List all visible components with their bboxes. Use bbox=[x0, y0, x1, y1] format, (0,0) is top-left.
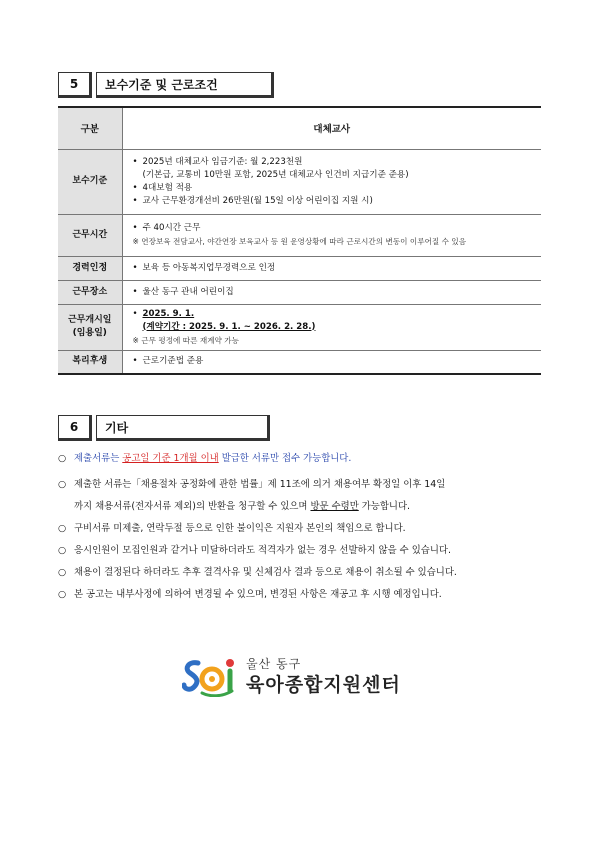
table-row bbox=[58, 350, 541, 374]
bullet-icon: • bbox=[132, 356, 138, 367]
table-row bbox=[58, 149, 541, 214]
list-item: ○ 제출한 서류는「채용절차 공정화에 관한 법률」제 11조에 의거 채용여부 확정일 이후 14일 까지 채용서류(전자서류 제외)의 반환을 청구할 수 있으며 방문 수령만 가능합니다. bbox=[58, 474, 548, 518]
section-title: 보수기준 및 근로조건 bbox=[96, 72, 274, 98]
row-content-welfare bbox=[122, 350, 541, 374]
section-number: 5 bbox=[58, 72, 92, 98]
list-item: ○ 구비서류 미제출, 연락두절 등으로 인한 불이익은 지원자 본인의 책임으로 합니다. bbox=[58, 518, 548, 540]
table-row bbox=[58, 280, 541, 304]
bullet-icon: • bbox=[132, 156, 138, 167]
circle-bullet-icon: ○ bbox=[58, 567, 67, 578]
row-label-location: 근무장소 bbox=[58, 280, 122, 304]
list-item: • 4대보험 적용 bbox=[132, 182, 193, 193]
table-header-row bbox=[58, 107, 541, 149]
row-label-pay: 보수기준 bbox=[58, 149, 122, 214]
list-item: • 울산 동구 관내 어린이집 bbox=[132, 286, 234, 297]
center-logo bbox=[182, 655, 401, 697]
list-item: • 근로기준법 준용 bbox=[132, 356, 204, 367]
table-header-category: 구분 bbox=[58, 107, 122, 149]
row-label-hours: 근무시간 bbox=[58, 214, 122, 256]
section-5-header bbox=[58, 72, 274, 98]
bullet-icon: • bbox=[132, 223, 138, 233]
logo-title: 육아종합지원센터 bbox=[246, 674, 401, 696]
section-number: 6 bbox=[58, 415, 92, 441]
notice-list bbox=[58, 448, 548, 606]
table-row bbox=[58, 304, 541, 350]
circle-bullet-icon: ○ bbox=[58, 523, 67, 534]
row-content-location bbox=[122, 280, 541, 304]
conditions-table bbox=[58, 106, 541, 375]
table-row bbox=[58, 214, 541, 256]
section-title: 기타 bbox=[96, 415, 270, 441]
list-item: • 2025. 9. 1. bbox=[132, 308, 195, 319]
highlight-text: 방문 수령만 bbox=[310, 501, 359, 512]
list-item: (계약기간 : 2025. 9. 1. ~ 2026. 2. 28.) bbox=[142, 321, 316, 332]
logo-subtitle: 울산 동구 bbox=[246, 657, 302, 671]
row-content-career bbox=[122, 256, 541, 280]
list-item: ○ 응시인원이 모집인원과 같거나 미달하더라도 적격자가 없는 경우 선발하지 않을 수 있습니다. bbox=[58, 540, 548, 562]
list-item: (기본급, 교통비 10만원 포함, 2025년 대체교사 인건비 지급기준 준용) bbox=[142, 169, 409, 180]
row-label-welfare: 복리후생 bbox=[58, 350, 122, 374]
bullet-icon: • bbox=[132, 195, 138, 206]
note-text: ※ 연장보육 전담교사, 야간연장 보육교사 등 원 운영상황에 따라 근로시간의 변동이 이루어질 수 있음 bbox=[132, 237, 467, 246]
list-item: ○ 채용이 결정된다 하더라도 추후 결격사유 및 신체검사 결과 등으로 채용이 취소될 수 있습니다. bbox=[58, 562, 548, 584]
list-item: • 주 40시간 근무 bbox=[132, 223, 201, 233]
list-item: • 보육 등 아동복지업무경력으로 인정 bbox=[132, 262, 276, 273]
row-content-start-date bbox=[122, 304, 541, 350]
logo-mark-icon bbox=[182, 655, 238, 697]
circle-bullet-icon: ○ bbox=[58, 545, 67, 556]
list-item: • 교사 근무환경개선비 26만원(월 15일 이상 어린이집 지원 시) bbox=[132, 195, 373, 206]
table-header-substitute: 대체교사 bbox=[122, 107, 541, 149]
circle-bullet-icon: ○ bbox=[58, 479, 67, 490]
row-label-start-date: 근무개시일 (임용일) bbox=[58, 304, 122, 350]
bullet-icon: • bbox=[132, 262, 138, 273]
highlight-text: 공고일 기준 1개월 이내 bbox=[122, 453, 219, 464]
row-content-hours bbox=[122, 214, 541, 256]
circle-bullet-icon: ○ bbox=[58, 453, 67, 464]
note-text: ※ 근무 평정에 따른 재계약 가능 bbox=[132, 335, 239, 345]
circle-bullet-icon: ○ bbox=[58, 589, 67, 600]
bullet-icon: • bbox=[132, 286, 138, 297]
table-row bbox=[58, 256, 541, 280]
bullet-icon: • bbox=[132, 182, 138, 193]
list-item: ○ 제출서류는 공고일 기준 1개월 이내 발급한 서류만 접수 가능합니다. bbox=[58, 448, 548, 470]
row-label-career: 경력인정 bbox=[58, 256, 122, 280]
list-item: • 2025년 대체교사 임금기준: 월 2,223천원 bbox=[132, 156, 303, 167]
row-content-pay bbox=[122, 149, 541, 214]
list-item: ○ 본 공고는 내부사정에 의하여 변경될 수 있으며, 변경된 사항은 재공고 후 시행 예정입니다. bbox=[58, 584, 548, 606]
bullet-icon: • bbox=[132, 308, 138, 319]
section-6-header bbox=[58, 415, 270, 441]
